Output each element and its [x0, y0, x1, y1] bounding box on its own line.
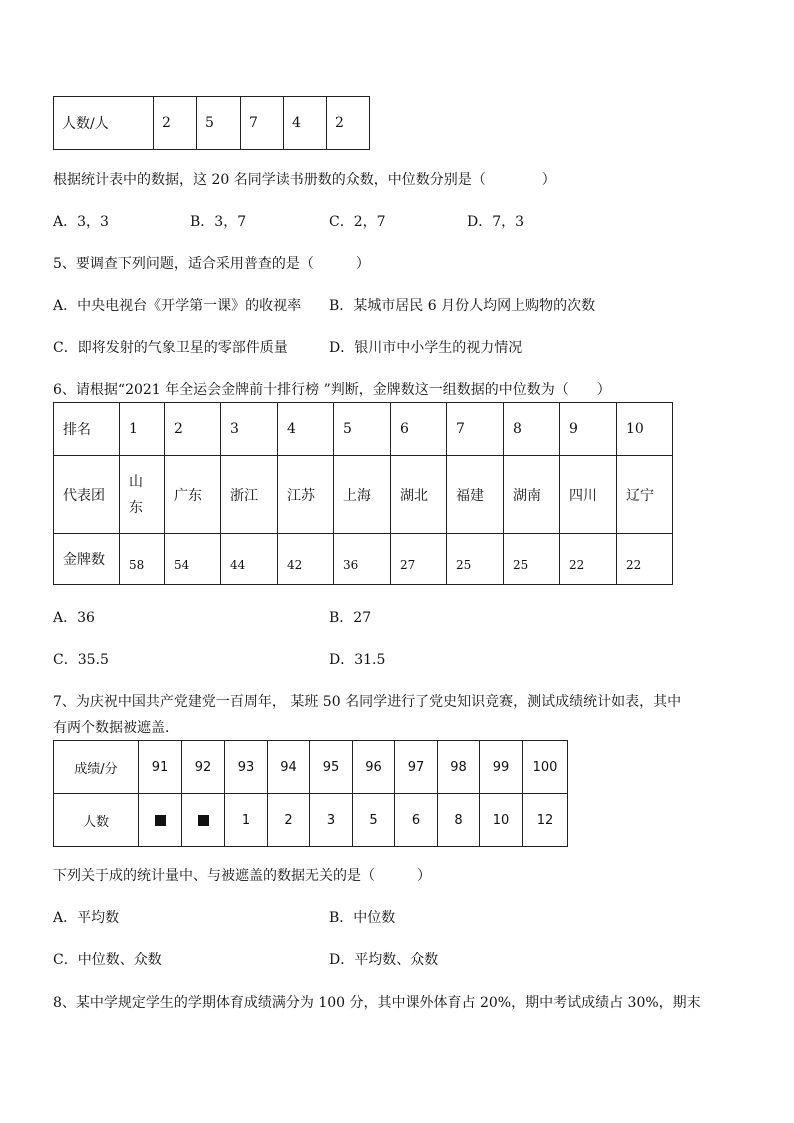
q4-option-b: B．3，7	[190, 214, 247, 230]
row-label: 代表团	[54, 456, 120, 534]
gold-cell	[334, 534, 391, 585]
q6-stem: 6、请根据“2021 年全运会金牌前十排行榜 ”判断，金牌数这一组数据的中位数为（ ）	[53, 382, 611, 398]
q7-option-d: D．平均数、众数	[329, 952, 439, 968]
table-row	[54, 97, 370, 150]
table-row	[54, 534, 673, 585]
score-cell: 99	[480, 741, 523, 794]
score-cell: 98	[438, 741, 480, 794]
gold-cell	[391, 534, 447, 585]
q7-stem-line2: 有两个数据被遮盖.	[53, 720, 170, 736]
gold-value: 44	[230, 558, 246, 572]
q6-option-c: C．35.5	[53, 652, 109, 668]
row-label: 排名	[54, 403, 120, 456]
q7-option-a: A．平均数	[53, 910, 120, 926]
table-row	[54, 456, 673, 534]
count-cell: 1	[225, 794, 268, 847]
gold-cell	[120, 534, 165, 585]
score-table	[53, 740, 568, 847]
gold-value: 22	[626, 558, 642, 572]
q5-option-d: D．银川市中小学生的视力情况	[329, 340, 523, 356]
table-cell: 5	[197, 97, 241, 150]
table-row	[54, 794, 568, 847]
gold-value: 42	[287, 558, 303, 572]
rank-cell: 10	[617, 403, 673, 456]
q6-option-a: A．36	[53, 610, 95, 626]
score-cell: 95	[310, 741, 353, 794]
rank-cell: 8	[504, 403, 560, 456]
team-cell: 湖北	[391, 456, 447, 534]
team-cell: 湖南	[504, 456, 560, 534]
table-cell: 2	[327, 97, 370, 150]
rank-cell: 7	[447, 403, 504, 456]
gold-value: 27	[400, 558, 416, 572]
table-cell: 4	[284, 97, 327, 150]
covered-cell	[139, 794, 182, 847]
score-cell: 91	[139, 741, 182, 794]
team-cell: 浙江	[221, 456, 278, 534]
count-cell: 2	[268, 794, 310, 847]
covered-block-icon	[198, 815, 209, 826]
score-cell: 94	[268, 741, 310, 794]
q6-option-b: B．27	[329, 610, 372, 626]
score-cell: 93	[225, 741, 268, 794]
count-cell: 3	[310, 794, 353, 847]
team-cell: 上海	[334, 456, 391, 534]
q7-question: 下列关于成的统计量中、与被遮盖的数据无关的是（ ）	[53, 868, 431, 884]
team-cell: 江苏	[278, 456, 334, 534]
table-cell: 2	[154, 97, 197, 150]
gold-value: 25	[456, 558, 472, 572]
book-count-table	[53, 96, 370, 150]
count-cell: 6	[395, 794, 438, 847]
rank-cell: 4	[278, 403, 334, 456]
gold-value: 54	[174, 558, 190, 572]
team-cell: 四川	[560, 456, 617, 534]
q5-option-a: A．中央电视台《开学第一课》的收视率	[53, 298, 302, 314]
q8-stem: 8、某中学规定学生的学期体育成绩满分为 100 分，其中课外体育占 20%，期中考试成绩占 30%，期末	[53, 995, 701, 1011]
team-cell	[120, 456, 165, 534]
row-label: 金牌数	[54, 534, 120, 585]
q5-stem: 5、要调查下列问题，适合采用普查的是（ ）	[53, 256, 370, 272]
score-cell: 97	[395, 741, 438, 794]
rank-cell: 2	[165, 403, 221, 456]
q4-option-a: A．3，3	[53, 214, 109, 230]
team-cell: 福建	[447, 456, 504, 534]
count-cell: 5	[353, 794, 395, 847]
q7-option-c: C．中位数、众数	[53, 952, 162, 968]
count-cell: 12	[523, 794, 568, 847]
rank-cell: 1	[120, 403, 165, 456]
rank-cell: 3	[221, 403, 278, 456]
row-label: 成绩/分	[54, 741, 139, 794]
count-cell: 8	[438, 794, 480, 847]
q4-stem: 根据统计表中的数据，这 20 名同学读书册数的众数，中位数分别是（ ）	[53, 172, 556, 188]
rank-cell: 6	[391, 403, 447, 456]
q4-option-d: D．7，3	[467, 214, 525, 230]
gold-medal-table	[53, 402, 673, 585]
gold-value: 36	[343, 558, 359, 572]
row-label: 人数/人	[54, 97, 154, 150]
gold-value: 22	[569, 558, 585, 572]
team-cell-top: 山	[129, 473, 143, 490]
q4-option-c: C．2，7	[329, 214, 386, 230]
team-cell: 辽宁	[617, 456, 673, 534]
gold-value: 25	[513, 558, 529, 572]
rank-cell: 9	[560, 403, 617, 456]
q6-option-d: D．31.5	[329, 652, 386, 668]
score-cell: 96	[353, 741, 395, 794]
gold-cell	[447, 534, 504, 585]
gold-cell	[617, 534, 673, 585]
row-label: 人数	[54, 794, 139, 847]
gold-cell	[165, 534, 221, 585]
covered-cell	[182, 794, 225, 847]
gold-cell	[278, 534, 334, 585]
rank-cell: 5	[334, 403, 391, 456]
gold-cell	[560, 534, 617, 585]
gold-cell	[504, 534, 560, 585]
q5-option-b: B．某城市居民 6 月份人均网上购物的次数	[329, 298, 596, 314]
q7-stem-line1: 7、为庆祝中国共产党建党一百周年， 某班 50 名同学进行了党史知识竞赛，测试成绩统计如表，其中	[53, 694, 682, 710]
team-cell: 广东	[165, 456, 221, 534]
count-cell: 10	[480, 794, 523, 847]
table-row	[54, 741, 568, 794]
team-cell-stack	[129, 469, 143, 521]
q5-option-c: C．即将发射的气象卫星的零部件质量	[53, 340, 288, 356]
gold-value: 58	[129, 558, 145, 572]
covered-block-icon	[155, 815, 166, 826]
table-cell: 7	[241, 97, 284, 150]
score-cell: 92	[182, 741, 225, 794]
table-row	[54, 403, 673, 456]
q7-option-b: B．中位数	[329, 910, 396, 926]
score-cell: 100	[523, 741, 568, 794]
team-cell-bottom: 东	[129, 499, 143, 516]
gold-cell	[221, 534, 278, 585]
